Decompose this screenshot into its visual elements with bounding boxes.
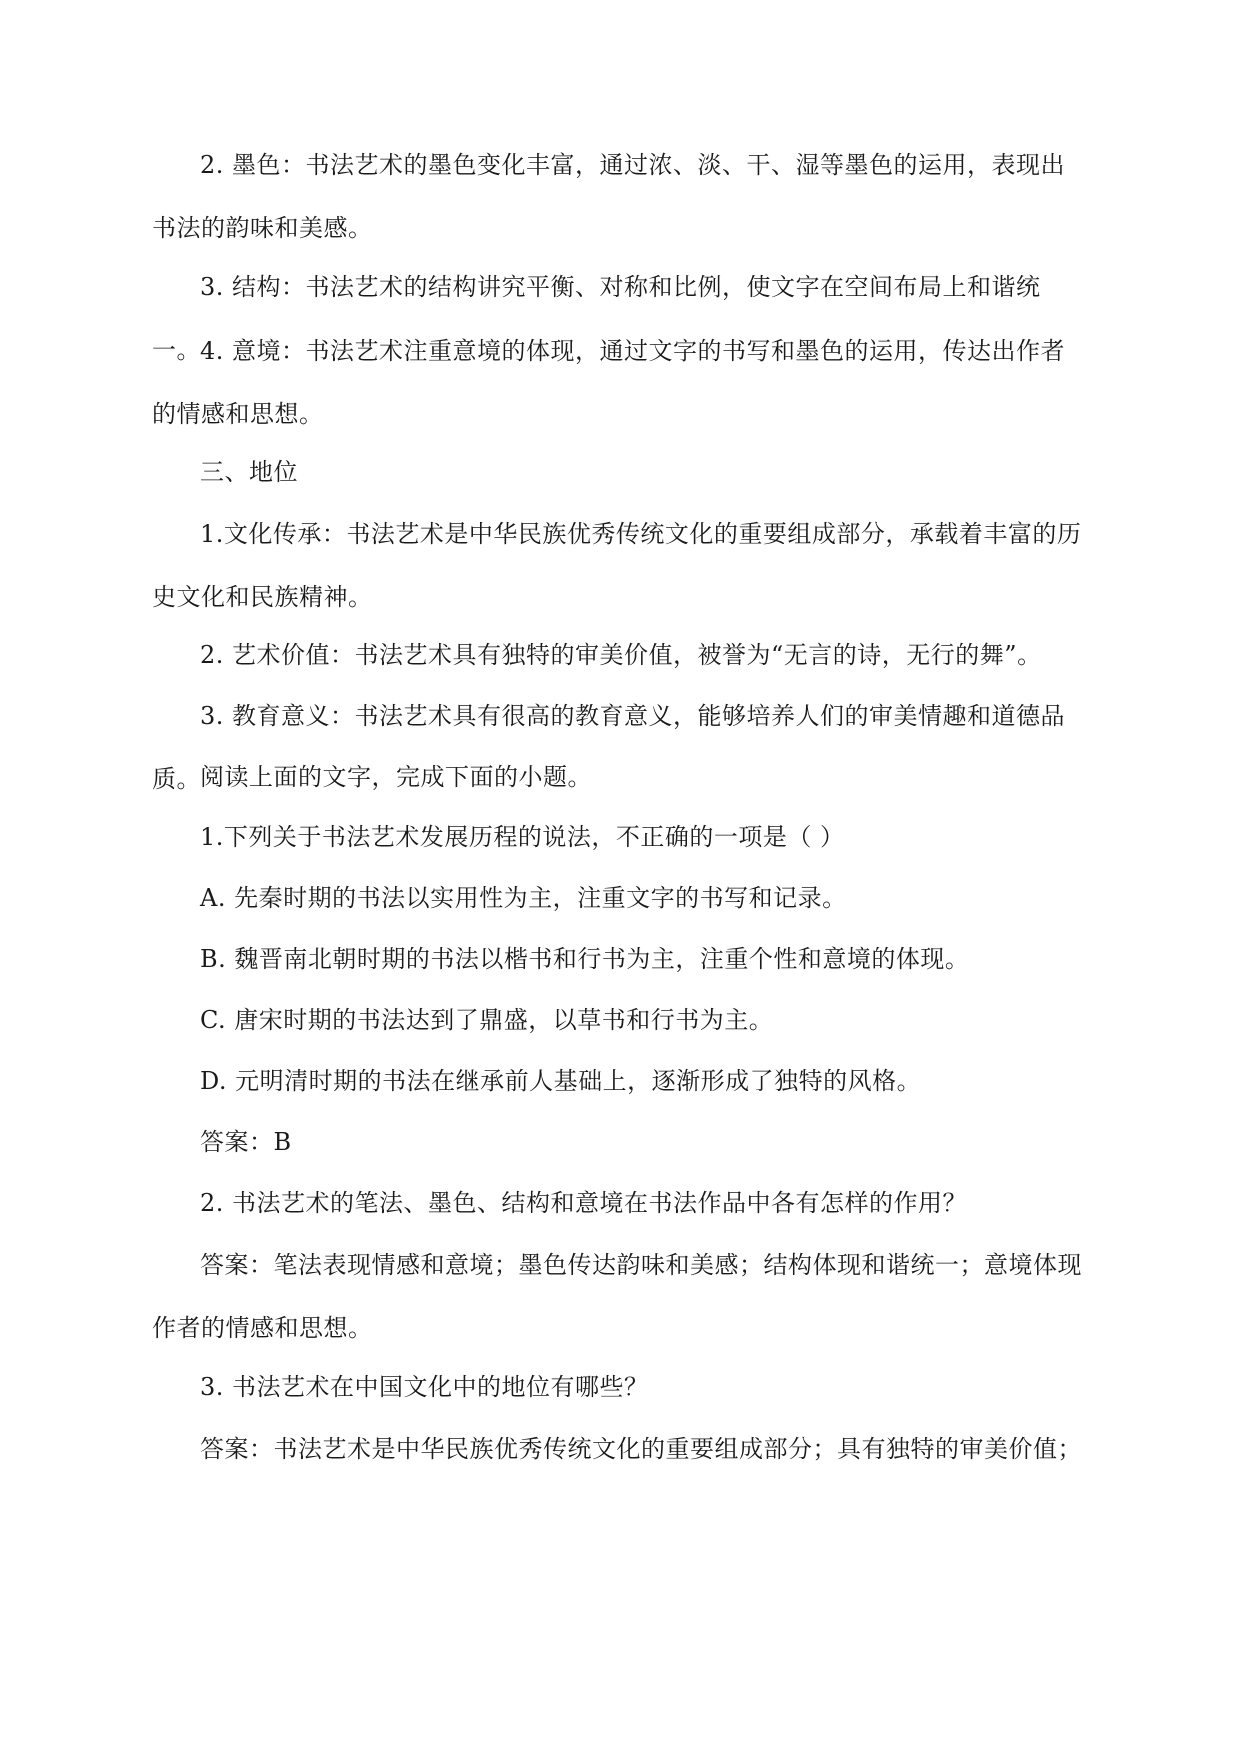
paragraph-structure: 3. 结构：书法艺术的结构讲究平衡、对称和比例，使文字在空间布局上和谐统一。 [152, 273, 1041, 364]
option-c: C. 唐宋时期的书法达到了鼎盛，以草书和行书为主。 [200, 1006, 774, 1034]
option-d: D. 元明清时期的书法在继承前人基础上，逐渐形成了独特的风格。 [200, 1067, 922, 1095]
paragraph-ink-color: 2. 墨色：书法艺术的墨色变化丰富，通过浓、淡、干、湿等墨色的运用，表现出书法的韵味和美感。 [152, 151, 1066, 242]
answer-3: 答案：书法艺术是中华民族优秀传统文化的重要组成部分；具有独特的审美价值； [200, 1435, 1082, 1463]
option-b: B. 魏晋南北朝时期的书法以楷书和行书为主，注重个性和意境的体现。 [200, 945, 970, 973]
question-3: 3. 书法艺术在中国文化中的地位有哪些？ [200, 1373, 649, 1401]
question-1: 1.下列关于书法艺术发展历程的说法，不正确的一项是（ ） [200, 823, 845, 851]
option-a: A. 先秦时期的书法以实用性为主，注重文字的书写和记录。 [200, 884, 847, 912]
question-2: 2. 书法艺术的笔法、墨色、结构和意境在书法作品中各有怎样的作用？ [200, 1189, 968, 1217]
paragraph-cultural-heritage: 1.文化传承：书法艺术是中华民族优秀传统文化的重要组成部分，承载着丰富的历史文化和民族精神。 [152, 520, 1082, 611]
reading-instruction: 阅读上面的文字，完成下面的小题。 [200, 763, 592, 791]
paragraph-educational-meaning: 3. 教育意义：书法艺术具有很高的教育意义，能够培养人们的审美情趣和道德品质。 [152, 702, 1066, 793]
answer-1: 答案：B [200, 1128, 292, 1156]
paragraph-artistic-value: 2. 艺术价值：书法艺术具有独特的审美价值，被誉为“无言的诗，无行的舞”。 [200, 641, 1042, 669]
answer-2: 答案：笔法表现情感和意境；墨色传达韵味和美感；结构体现和谐统一；意境体现作者的情感和思想。 [152, 1251, 1082, 1342]
paragraph-artistic-conception: 4. 意境：书法艺术注重意境的体现，通过文字的书写和墨色的运用，传达出作者的情感和思想。 [152, 337, 1066, 428]
section-heading-status: 三、地位 [200, 458, 298, 486]
